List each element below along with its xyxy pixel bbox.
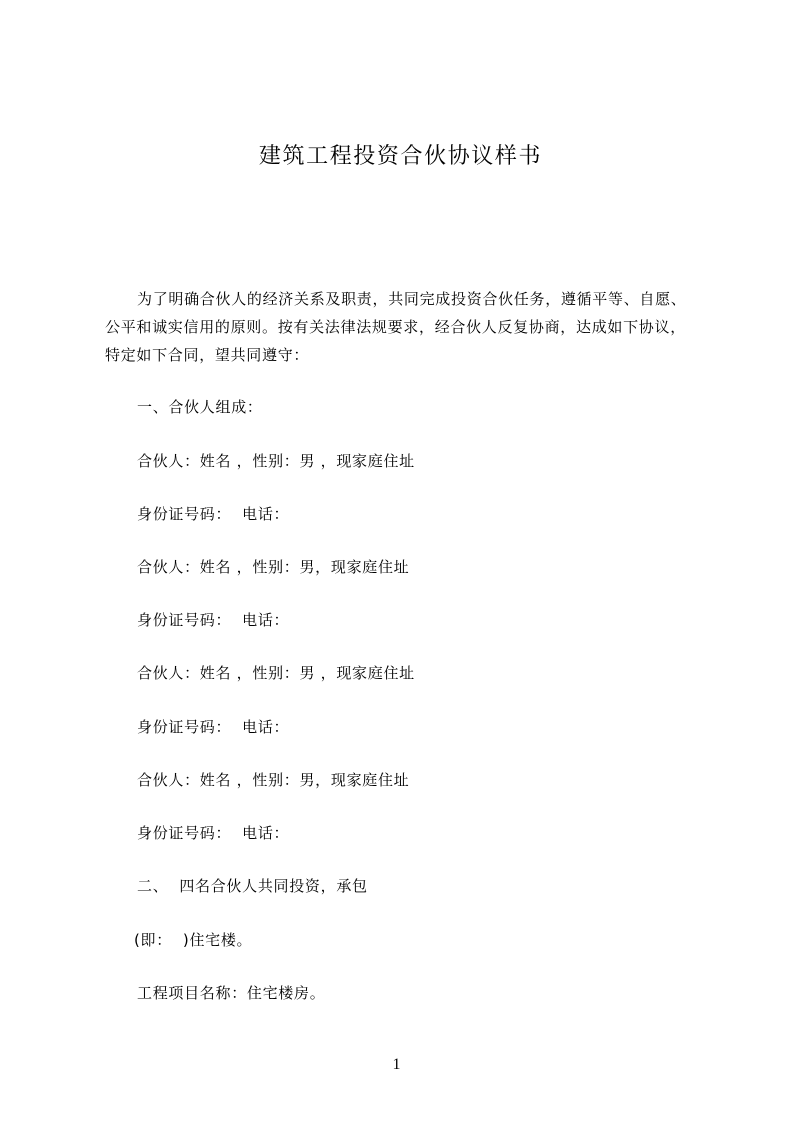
partner-info-line: 合伙人：姓名 ，性别：男 ，现家庭住址 (137, 452, 415, 470)
intro-line-1: 为了明确合伙人的经济关系及职责，共同完成投资合伙任务，遵循平等、自愿、 (137, 290, 687, 308)
partner-info-line: 合伙人：姓名 ，性别：男 ，现家庭住址 (137, 664, 415, 682)
section-heading-partners: 一、合伙人组成： (137, 398, 263, 416)
id-phone-line: 身份证号码： 电话： (137, 718, 290, 736)
partner-info-line: 合伙人：姓名 ，性别：男，现家庭住址 (137, 771, 410, 789)
page-number: 1 (392, 1056, 401, 1073)
id-phone-line: 身份证号码： 电话： (137, 611, 290, 629)
project-building-line: (即： )住宅楼。 (134, 931, 253, 949)
project-name-line: 工程项目名称：住宅楼房。 (137, 984, 326, 1002)
id-phone-line: 身份证号码： 电话： (137, 824, 290, 842)
intro-line-2: 公平和诚实信用的原则。按有关法律法规要求，经合伙人反复协商，达成如下协议， (105, 318, 686, 336)
section-heading-investment: 二、 四名合伙人共同投资，承包 (137, 877, 368, 895)
partner-info-line: 合伙人：姓名 ，性别：男，现家庭住址 (137, 558, 410, 576)
id-phone-line: 身份证号码： 电话： (137, 505, 290, 523)
document-title: 建筑工程投资合伙协议样书 (258, 144, 543, 169)
intro-line-3: 特定如下合同，望共同遵守： (105, 346, 310, 364)
